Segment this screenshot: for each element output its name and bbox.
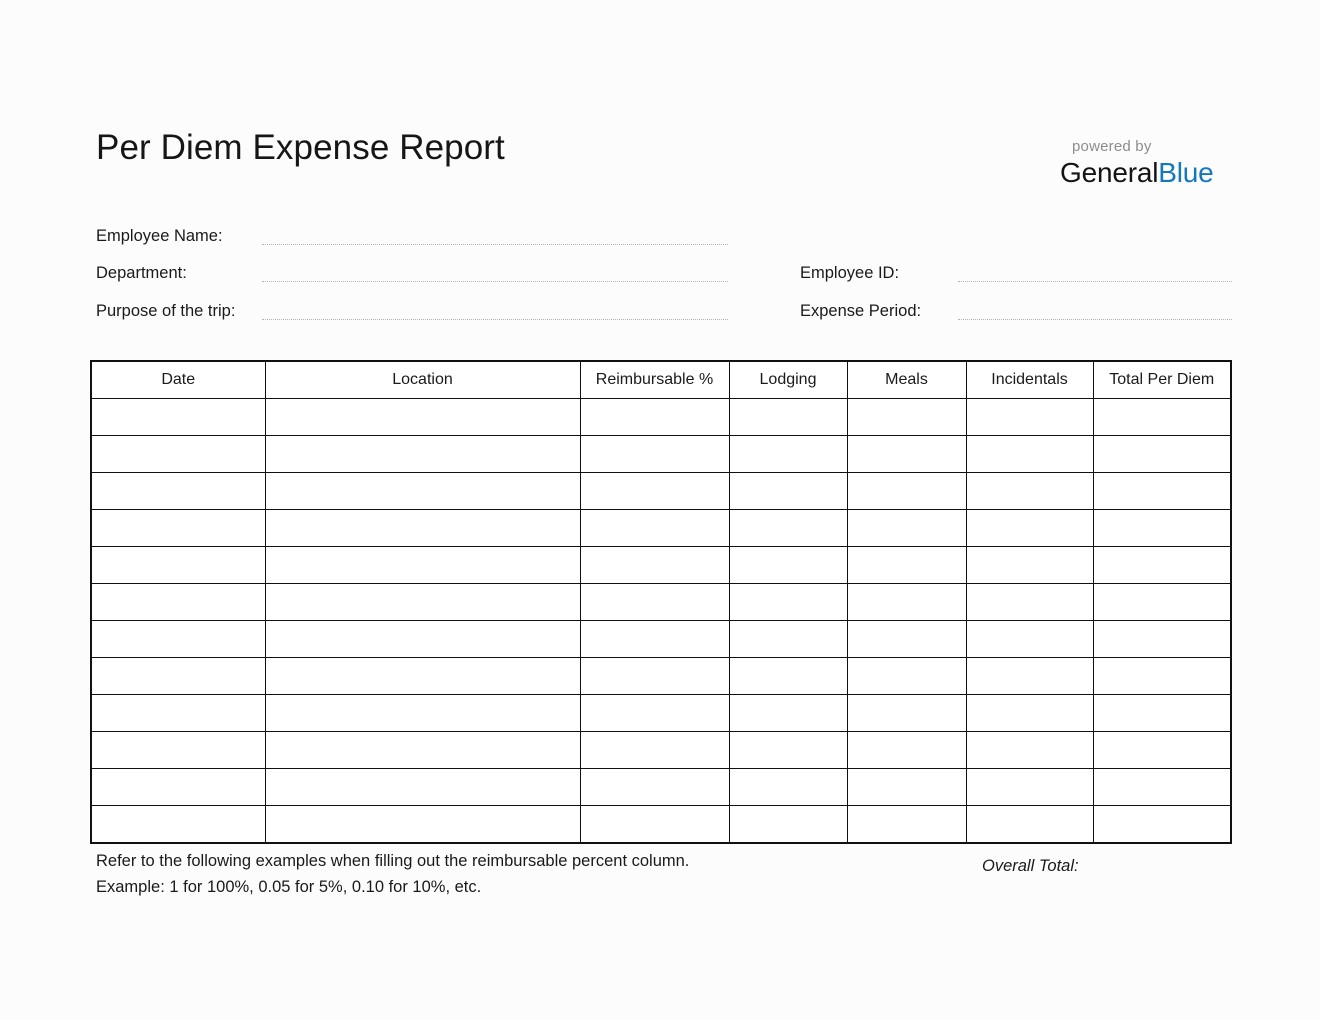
instructions-line-1: Refer to the following examples when filling out the reimbursable percent column. xyxy=(96,852,690,870)
overall-total-label: Overall Total: xyxy=(982,857,1079,875)
expense-table-header xyxy=(91,361,1231,399)
table-cell[interactable] xyxy=(966,695,1093,732)
table-cell[interactable] xyxy=(265,732,580,769)
table-cell[interactable] xyxy=(847,510,966,547)
table-row xyxy=(91,399,1231,436)
table-cell[interactable] xyxy=(265,510,580,547)
table-cell[interactable] xyxy=(966,399,1093,436)
table-cell[interactable] xyxy=(729,806,847,844)
table-cell[interactable] xyxy=(847,473,966,510)
table-cell[interactable] xyxy=(729,510,847,547)
table-cell[interactable] xyxy=(1093,658,1231,695)
brand-powered-by-text: powered by xyxy=(1072,138,1152,155)
field-label-employee-name: Employee Name: xyxy=(96,227,223,245)
table-header-row xyxy=(91,361,1231,399)
table-cell[interactable] xyxy=(91,436,265,473)
table-cell[interactable] xyxy=(91,732,265,769)
table-cell[interactable] xyxy=(729,436,847,473)
table-row xyxy=(91,473,1231,510)
table-cell[interactable] xyxy=(966,510,1093,547)
department-input[interactable] xyxy=(262,281,728,282)
table-cell[interactable] xyxy=(729,732,847,769)
field-label-expense-period: Expense Period: xyxy=(800,302,922,320)
table-cell[interactable] xyxy=(580,658,729,695)
table-cell[interactable] xyxy=(966,436,1093,473)
table-cell[interactable] xyxy=(265,769,580,806)
instructions-line-2: Example: 1 for 100%, 0.05 for 5%, 0.10 for 10%, etc. xyxy=(96,878,482,896)
field-purpose-of-trip xyxy=(96,301,235,321)
table-row xyxy=(91,436,1231,473)
table-cell[interactable] xyxy=(265,658,580,695)
table-cell[interactable] xyxy=(966,621,1093,658)
table-cell[interactable] xyxy=(91,695,265,732)
table-cell[interactable] xyxy=(729,658,847,695)
table-cell[interactable] xyxy=(91,510,265,547)
table-cell[interactable] xyxy=(1093,695,1231,732)
brand-name-general: General xyxy=(1060,157,1159,188)
table-cell[interactable] xyxy=(580,436,729,473)
table-cell[interactable] xyxy=(847,732,966,769)
table-cell[interactable] xyxy=(91,584,265,621)
table-cell[interactable] xyxy=(966,473,1093,510)
brand-name-blue: Blue xyxy=(1158,157,1214,188)
table-cell[interactable] xyxy=(729,584,847,621)
table-cell[interactable] xyxy=(91,399,265,436)
table-cell[interactable] xyxy=(729,547,847,584)
column-header-meals: Meals xyxy=(847,361,966,399)
table-row xyxy=(91,510,1231,547)
table-cell[interactable] xyxy=(847,584,966,621)
expense-table-body xyxy=(91,399,1231,844)
table-cell[interactable] xyxy=(847,621,966,658)
column-header-reimbursable: Reimbursable % xyxy=(580,361,729,399)
table-cell[interactable] xyxy=(966,547,1093,584)
table-cell[interactable] xyxy=(729,473,847,510)
table-row xyxy=(91,584,1231,621)
page-header xyxy=(96,126,1230,202)
field-expense-period xyxy=(800,301,921,321)
table-cell[interactable] xyxy=(729,399,847,436)
table-cell[interactable] xyxy=(265,473,580,510)
table-cell[interactable] xyxy=(1093,621,1231,658)
table-cell[interactable] xyxy=(91,806,265,844)
table-cell[interactable] xyxy=(580,769,729,806)
table-cell[interactable] xyxy=(265,399,580,436)
column-header-incidentals: Incidentals xyxy=(966,361,1093,399)
table-row xyxy=(91,769,1231,806)
table-cell[interactable] xyxy=(966,658,1093,695)
table-cell[interactable] xyxy=(265,547,580,584)
purpose-of-trip-input[interactable] xyxy=(262,319,728,320)
form-fields xyxy=(96,226,1231,330)
table-cell[interactable] xyxy=(91,621,265,658)
column-header-date: Date xyxy=(91,361,265,399)
field-label-employee-id: Employee ID: xyxy=(800,264,900,282)
table-cell[interactable] xyxy=(580,473,729,510)
field-label-department: Department: xyxy=(96,264,187,282)
table-cell[interactable] xyxy=(847,399,966,436)
table-cell[interactable] xyxy=(91,658,265,695)
table-cell[interactable] xyxy=(265,695,580,732)
table-row xyxy=(91,547,1231,584)
table-cell[interactable] xyxy=(580,399,729,436)
employee-name-input[interactable] xyxy=(262,244,728,245)
table-cell[interactable] xyxy=(1093,547,1231,584)
table-cell[interactable] xyxy=(1093,510,1231,547)
reimbursable-instructions xyxy=(96,848,689,900)
column-header-total: Total Per Diem xyxy=(1093,361,1231,399)
page-footer xyxy=(96,848,1231,908)
table-cell[interactable] xyxy=(966,732,1093,769)
table-row xyxy=(91,732,1231,769)
table-cell[interactable] xyxy=(1093,399,1231,436)
table-cell[interactable] xyxy=(847,806,966,844)
field-department xyxy=(96,263,187,283)
brand-logo xyxy=(1060,137,1230,190)
table-row xyxy=(91,658,1231,695)
table-cell[interactable] xyxy=(580,584,729,621)
table-cell[interactable] xyxy=(580,732,729,769)
table-cell[interactable] xyxy=(1093,806,1231,844)
table-cell[interactable] xyxy=(966,806,1093,844)
table-cell[interactable] xyxy=(847,658,966,695)
table-cell[interactable] xyxy=(847,769,966,806)
table-cell[interactable] xyxy=(847,695,966,732)
table-cell[interactable] xyxy=(265,621,580,658)
page-title: Per Diem Expense Report xyxy=(96,128,505,167)
table-row xyxy=(91,806,1231,844)
table-cell[interactable] xyxy=(580,510,729,547)
expense-table xyxy=(90,360,1232,844)
table-cell[interactable] xyxy=(265,584,580,621)
table-cell[interactable] xyxy=(580,547,729,584)
field-label-purpose-of-trip: Purpose of the trip: xyxy=(96,302,236,320)
expense-period-input[interactable] xyxy=(958,319,1232,320)
column-header-lodging: Lodging xyxy=(729,361,847,399)
table-row xyxy=(91,695,1231,732)
brand-name xyxy=(1060,156,1230,190)
table-cell[interactable] xyxy=(580,621,729,658)
table-cell[interactable] xyxy=(1093,473,1231,510)
table-cell[interactable] xyxy=(966,584,1093,621)
table-row xyxy=(91,621,1231,658)
table-cell[interactable] xyxy=(966,769,1093,806)
table-cell[interactable] xyxy=(580,806,729,844)
table-cell[interactable] xyxy=(91,769,265,806)
table-cell[interactable] xyxy=(847,436,966,473)
table-cell[interactable] xyxy=(729,769,847,806)
table-cell[interactable] xyxy=(91,547,265,584)
table-cell[interactable] xyxy=(1093,584,1231,621)
employee-id-input[interactable] xyxy=(958,281,1232,282)
table-cell[interactable] xyxy=(265,806,580,844)
table-cell[interactable] xyxy=(729,621,847,658)
field-employee-name xyxy=(96,226,223,246)
table-cell[interactable] xyxy=(1093,769,1231,806)
table-cell[interactable] xyxy=(91,473,265,510)
table-cell[interactable] xyxy=(729,695,847,732)
field-employee-id xyxy=(800,263,899,283)
table-cell[interactable] xyxy=(847,547,966,584)
column-header-location: Location xyxy=(265,361,580,399)
table-cell[interactable] xyxy=(265,436,580,473)
table-cell[interactable] xyxy=(1093,732,1231,769)
expense-table-container xyxy=(90,360,1230,844)
table-cell[interactable] xyxy=(580,695,729,732)
table-cell[interactable] xyxy=(1093,436,1231,473)
